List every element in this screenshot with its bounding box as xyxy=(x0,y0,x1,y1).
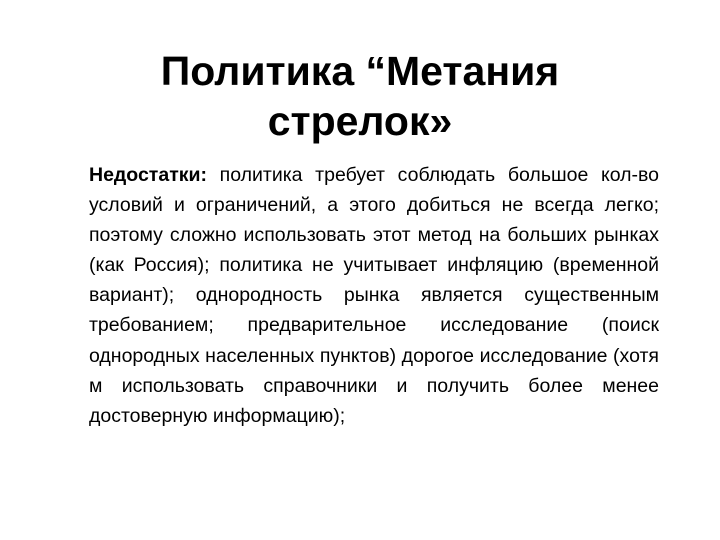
slide-title xyxy=(60,46,660,146)
slide-body-paragraph xyxy=(89,160,659,431)
disadvantages-label: Недостатки: xyxy=(89,164,207,186)
slide-title-line-2: стрелок» xyxy=(267,98,453,144)
disadvantages-text: политика требует соблюдать большое кол-во условий и ограничений, а этого добиться не всегда легко; поэтому сложно использовать этот метод на больших рынках (как Россия); политика не учитывает инфляцию (временной вариант); однородность рынка является существенным требованием; предварительное исследование (поиск однородных населенных пунктов) дорогое исследование (хотя м использовать справочники и получить более менее достоверную информацию); xyxy=(89,164,659,427)
slide-title-line-1: Политика “Метания xyxy=(160,48,560,94)
